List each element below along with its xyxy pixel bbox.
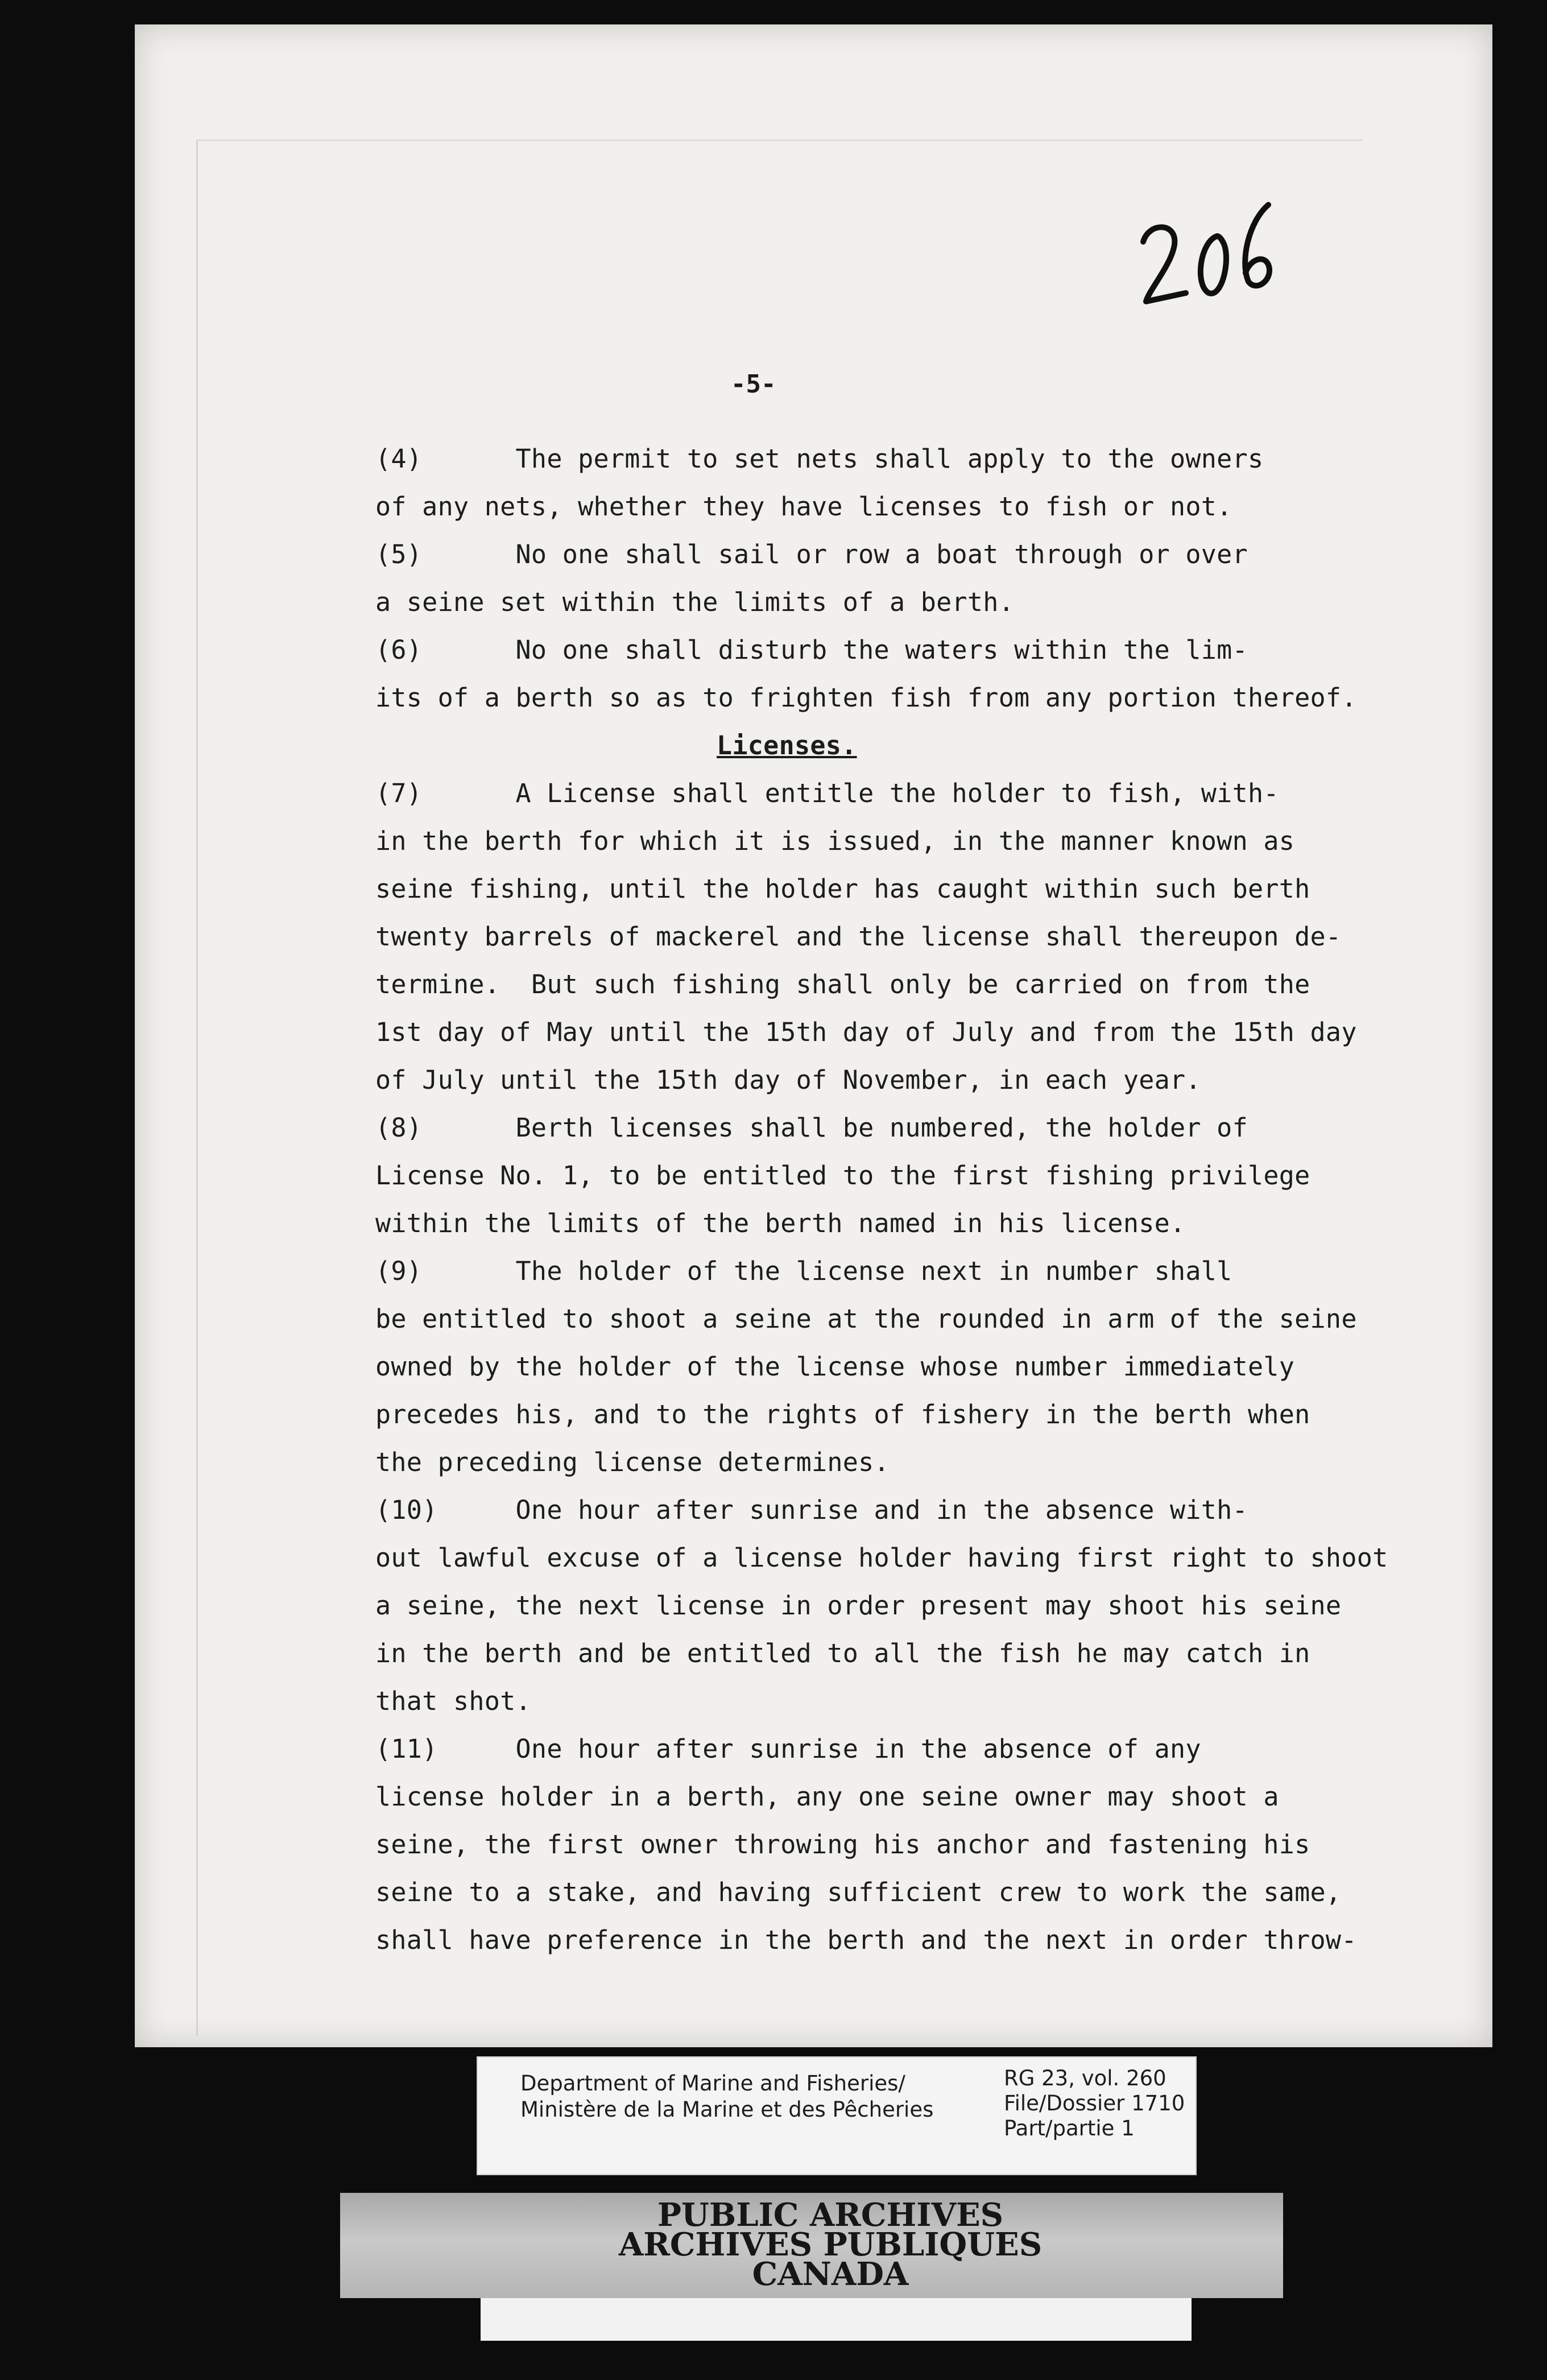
stamp-line-3: CANADA bbox=[752, 2255, 909, 2293]
text-line: (10) One hour after sunrise and in the absence with- bbox=[375, 1495, 1248, 1525]
text-line: (11) One hour after sunrise in the absence of any bbox=[375, 1734, 1201, 1764]
department-fr: Ministère de la Marine et des Pêcheries bbox=[520, 2097, 934, 2122]
text-line: twenty barrels of mackerel and the license shall thereupon de- bbox=[375, 922, 1342, 952]
text-line: (9) The holder of the license next in number shall bbox=[375, 1256, 1232, 1286]
text-line: (8) Berth licenses shall be numbered, the holder of bbox=[375, 1113, 1248, 1143]
text-line: 1st day of May until the 15th day of July and from the 15th day bbox=[375, 1017, 1357, 1047]
text-line: (4) The permit to set nets shall apply to the owners bbox=[375, 444, 1264, 474]
archive-reference-numbers bbox=[1004, 2066, 1186, 2141]
text-line: License No. 1, to be entitled to the first fishing privilege bbox=[375, 1160, 1310, 1191]
text-line: that shot. bbox=[375, 1686, 531, 1716]
stamp-line-1: PUBLIC ARCHIVES bbox=[657, 2196, 1004, 2234]
department-en: Department of Marine and Fisheries/ bbox=[520, 2071, 905, 2096]
text-line: (6) No one shall disturb the waters within the lim- bbox=[375, 635, 1248, 665]
text-line: of any nets, whether they have licenses to fish or not. bbox=[375, 491, 1232, 522]
public-archives-stamp bbox=[569, 2196, 1092, 2293]
text-line: of July until the 15th day of November, in each year. bbox=[375, 1065, 1201, 1095]
file-number: File/Dossier 1710 bbox=[1004, 2091, 1185, 2115]
text-line: the preceding license determines. bbox=[375, 1447, 890, 1477]
text-line: within the limits of the berth named in his license. bbox=[375, 1208, 1186, 1238]
department-names bbox=[520, 2071, 992, 2123]
typed-text-body bbox=[375, 435, 1388, 1964]
text-line: shall have preference in the berth and the next in order throw- bbox=[375, 1925, 1357, 1955]
text-line: a seine set within the limits of a berth. bbox=[375, 587, 1015, 617]
text-line: license holder in a berth, any one seine owner may shoot a bbox=[375, 1782, 1279, 1812]
text-line: owned by the holder of the license whose number immediately bbox=[375, 1352, 1295, 1382]
part-number: Part/partie 1 bbox=[1004, 2116, 1135, 2141]
text-line: be entitled to shoot a seine at the rounded in arm of the seine bbox=[375, 1304, 1357, 1334]
text-line: in the berth and be entitled to all the fish he may catch in bbox=[375, 1638, 1310, 1668]
text-line: a seine, the next license in order present may shoot his seine bbox=[375, 1590, 1342, 1621]
text-line: out lawful excuse of a license holder having first right to shoot bbox=[375, 1543, 1388, 1573]
text-line: seine fishing, until the holder has caught within such berth bbox=[375, 874, 1310, 904]
page-number: -5- bbox=[731, 370, 776, 399]
text-line: termine. But such fishing shall only be carried on from the bbox=[375, 969, 1310, 999]
archives-stamp-strip bbox=[481, 2298, 1192, 2341]
record-group: RG 23, vol. 260 bbox=[1004, 2066, 1167, 2090]
text-line: (7) A License shall entitle the holder to fish, with- bbox=[375, 778, 1279, 808]
text-line: (5) No one shall sail or row a boat through or over bbox=[375, 539, 1248, 569]
text-line: in the berth for which it is issued, in the manner known as bbox=[375, 826, 1295, 856]
text-line: seine, the first owner throwing his anchor and fastening his bbox=[375, 1829, 1310, 1860]
handwritten-folio-number bbox=[1132, 188, 1280, 336]
text-line: precedes his, and to the rights of fishery in the berth when bbox=[375, 1399, 1310, 1429]
stamp-line-2: ARCHIVES PUBLIQUES bbox=[618, 2226, 1043, 2263]
text-line: its of a berth so as to frighten fish from any portion thereof. bbox=[375, 683, 1357, 713]
section-heading-licenses: Licenses. bbox=[717, 730, 857, 761]
text-line: seine to a stake, and having sufficient crew to work the same, bbox=[375, 1877, 1342, 1907]
